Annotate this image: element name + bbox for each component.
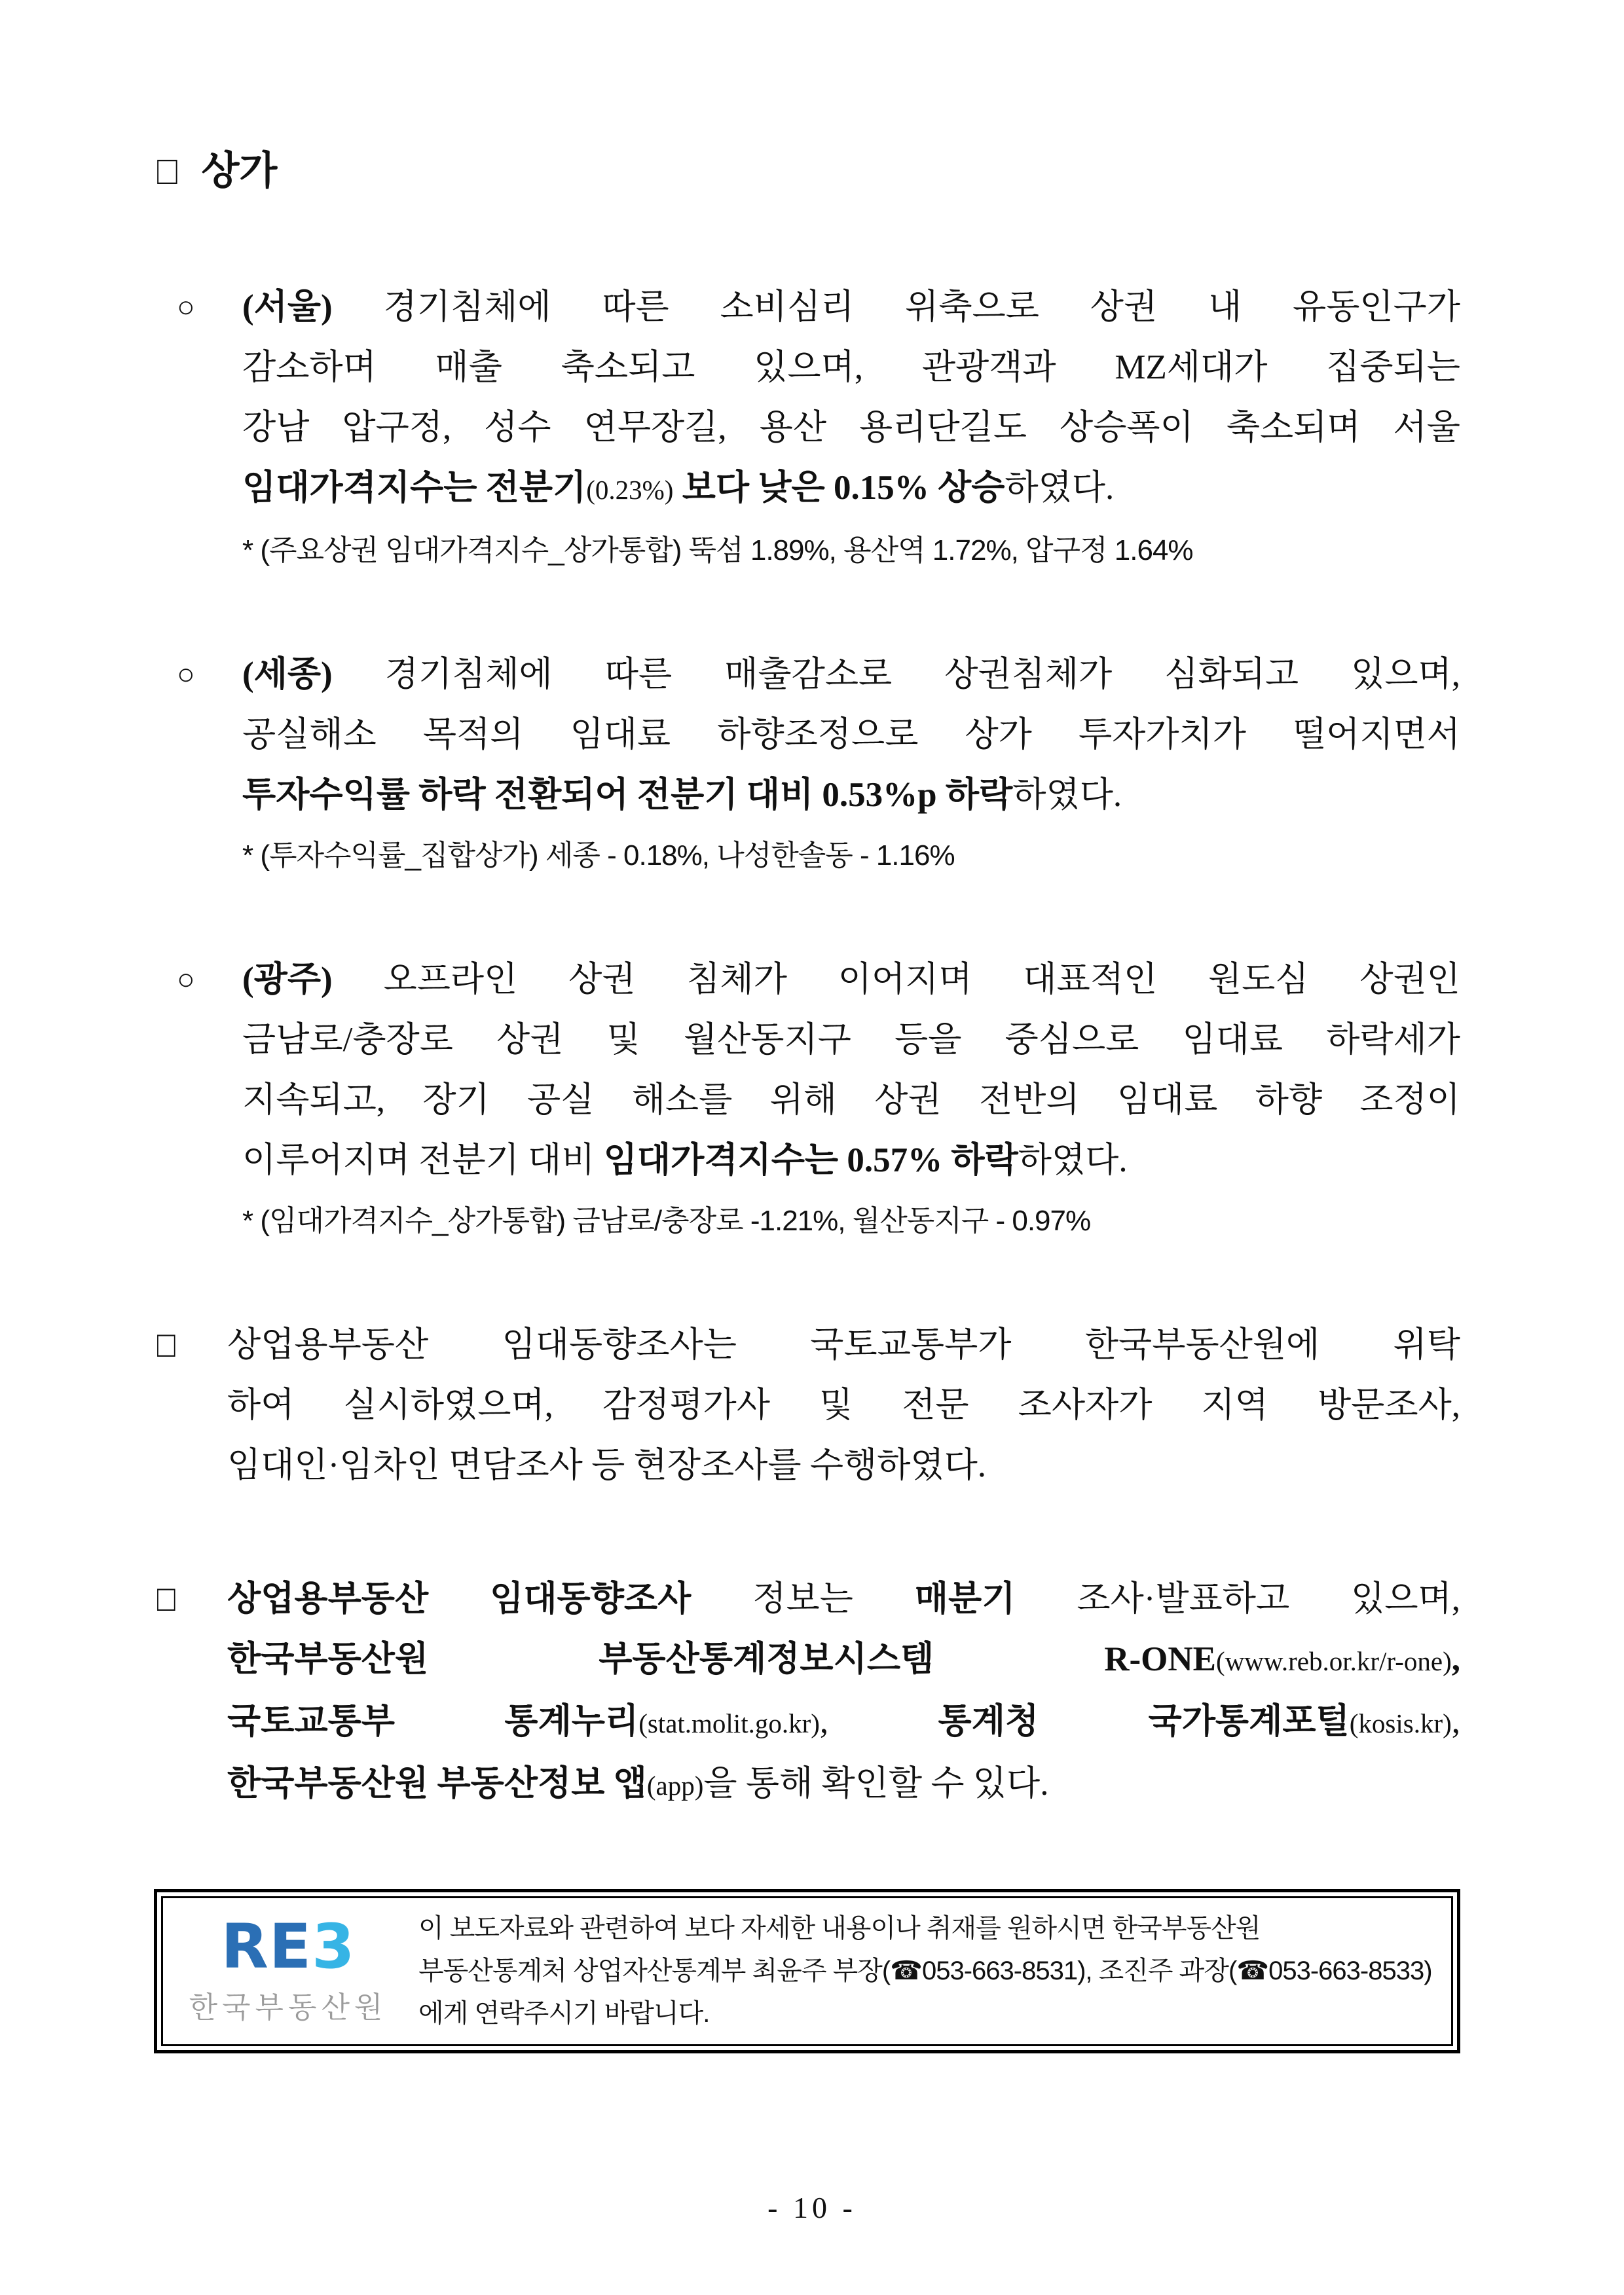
reb-logo-three: 3	[312, 1911, 356, 1983]
text-segment: 경기침체에 따른 소비심리 위축으로 상권 내 유동인구가	[332, 288, 1460, 326]
text-segment: 보다 낮은 0.15% 상승	[673, 469, 1005, 507]
text-segment: (0.23%)	[586, 475, 674, 505]
text-line	[227, 1629, 1460, 1691]
text-line	[227, 1691, 1460, 1753]
text-segment: 하였다.	[1018, 1141, 1128, 1179]
text-line	[242, 458, 1460, 520]
contact-line: 부동산통계처 상업자산통계부 최윤주 부장(☎053-663-8531), 조진주 과장(☎053-663-8533)	[418, 1956, 1432, 1985]
contact-line: 에게 연락주시기 바랍니다.	[418, 1999, 710, 2028]
text-segment: 을 통해 확인할 수 있다.	[703, 1765, 1049, 1803]
text-line	[242, 1010, 1460, 1070]
text-segment: ,	[1451, 1640, 1460, 1678]
text-segment: 임대가격지수는 전분기	[242, 469, 587, 507]
section-heading-label: 상가	[201, 149, 278, 193]
text-line	[227, 1315, 1460, 1375]
text-segment: ,	[1451, 1702, 1460, 1740]
paragraph-lines	[227, 1569, 1460, 1816]
text-segment: 국토교통부 통계누리	[227, 1702, 639, 1740]
text-segment: (광주)	[242, 961, 333, 999]
text-segment: 이루어지며 전분기 대비	[242, 1141, 604, 1179]
reb-logo	[180, 1911, 396, 2026]
square-bullet-icon: □	[157, 149, 177, 193]
contact-text	[418, 1907, 1434, 2035]
text-segment: 통계청 국가통계포털	[938, 1702, 1350, 1740]
page-number: - 10 -	[767, 2191, 857, 2224]
text-line	[242, 1130, 1460, 1190]
text-line	[242, 1070, 1460, 1130]
text-line	[242, 644, 1460, 705]
text-segment: ,	[819, 1702, 938, 1740]
note-paragraph	[157, 1315, 1460, 1496]
text-segment: 한국부동산원 부동산통계정보시스템 R-ONE	[227, 1640, 1217, 1678]
text-segment: 지속되고, 장기 공실 해소를 위해 상권 전반의 임대료 하향 조정이	[242, 1081, 1460, 1119]
bullet-paragraph	[177, 644, 1460, 876]
circle-bullet-icon: ○	[177, 963, 195, 996]
text-line	[242, 705, 1460, 765]
contact-box-inner	[161, 1896, 1453, 2046]
text-segment: 공실해소 목적의 임대료 하향조정으로 상가 투자가치가 떨어지면서	[242, 716, 1460, 754]
footnote: * (임대가격지수_상가통합) 금남로/충장로 -1.21%, 월산동지구 - 0.97%	[242, 1205, 1091, 1237]
circle-bullet-icon: ○	[177, 290, 195, 323]
text-line	[242, 277, 1460, 337]
text-segment: 투자수익률 하락 전환되어 전분기 대비 0.53%p 하락	[242, 776, 1013, 814]
text-segment: 하였다.	[1005, 469, 1115, 507]
paragraph-lines	[242, 949, 1460, 1241]
paragraph-lines	[242, 644, 1460, 876]
text-segment: 조사·발표하고 있으며,	[1015, 1580, 1460, 1618]
text-segment: 오프라인 상권 침체가 이어지며 대표적인 원도심 상권인	[332, 961, 1460, 999]
bullet-paragraph	[177, 277, 1460, 571]
text-segment: 하였다.	[1012, 776, 1122, 814]
circle-bullet-icon: ○	[177, 657, 195, 691]
square-bullet-icon: □	[157, 1325, 175, 1365]
document-body	[157, 277, 1460, 1816]
text-segment: 감소하며 매출 축소되고 있으며, 관광객과 MZ세대가 집중되는	[242, 348, 1460, 386]
text-segment: 매분기	[914, 1580, 1016, 1618]
text-line	[242, 765, 1460, 825]
reb-logo-org-name: 한국부동산원	[189, 1990, 388, 2025]
text-segment: (www.reb.or.kr/r-one)	[1216, 1646, 1452, 1676]
text-segment: (kosis.kr)	[1349, 1708, 1452, 1738]
text-line	[227, 1569, 1460, 1629]
text-segment: (stat.molit.go.kr)	[638, 1708, 820, 1738]
paragraph-lines	[242, 277, 1460, 571]
contact-line: 이 보도자료와 관련하여 보다 자세한 내용이나 취재를 원하시면 한국부동산원	[418, 1914, 1261, 1943]
text-segment: 한국부동산원 부동산정보 앱	[227, 1765, 647, 1803]
text-segment: (세종)	[242, 655, 333, 693]
text-segment: 경기침체에 따른 매출감소로 상권침체가 심화되고 있으며,	[332, 655, 1460, 693]
text-line	[242, 337, 1460, 397]
text-segment: (app)	[646, 1771, 704, 1801]
paragraph-lines	[227, 1315, 1460, 1496]
text-line	[227, 1435, 1460, 1496]
footnote: * (주요상권 임대가격지수_상가통합) 뚝섬 1.89%, 용산역 1.72%, 압구정 1.64%	[242, 534, 1193, 566]
text-segment: 강남 압구정, 성수 연무장길, 용산 용리단길도 상승폭이 축소되며 서울	[242, 409, 1460, 447]
text-line	[242, 949, 1460, 1010]
square-bullet-icon: □	[157, 1579, 175, 1619]
text-line	[227, 1375, 1460, 1435]
reb-logo-re: RE	[221, 1911, 312, 1983]
reb-logo-mark	[221, 1911, 356, 1983]
bullet-paragraph	[177, 949, 1460, 1241]
text-line	[227, 1753, 1460, 1816]
text-segment: 금남로/충장로 상권 및 월산동지구 등을 중심으로 임대료 하락세가	[242, 1021, 1460, 1059]
text-segment: (서울)	[242, 288, 333, 326]
text-segment: 상업용부동산 임대동향조사	[227, 1580, 692, 1618]
text-segment: 임대가격지수는 0.57% 하락	[603, 1141, 1018, 1179]
section-heading	[157, 141, 1460, 201]
text-line	[242, 397, 1460, 458]
footnote: * (투자수익률_집합상가) 세종 - 0.18%, 나성한솔동 - 1.16%	[242, 839, 955, 872]
contact-box	[154, 1889, 1460, 2053]
note-paragraph	[157, 1569, 1460, 1816]
text-segment: 정보는	[691, 1580, 915, 1618]
text-segment: 하여 실시하였으며, 감정평가사 및 전문 조사자가 지역 방문조사,	[227, 1386, 1460, 1424]
text-segment: 임대인·임차인 면담조사 등 현장조사를 수행하였다.	[227, 1446, 987, 1484]
text-segment: 상업용부동산 임대동향조사는 국토교통부가 한국부동산원에 위탁	[227, 1326, 1460, 1364]
